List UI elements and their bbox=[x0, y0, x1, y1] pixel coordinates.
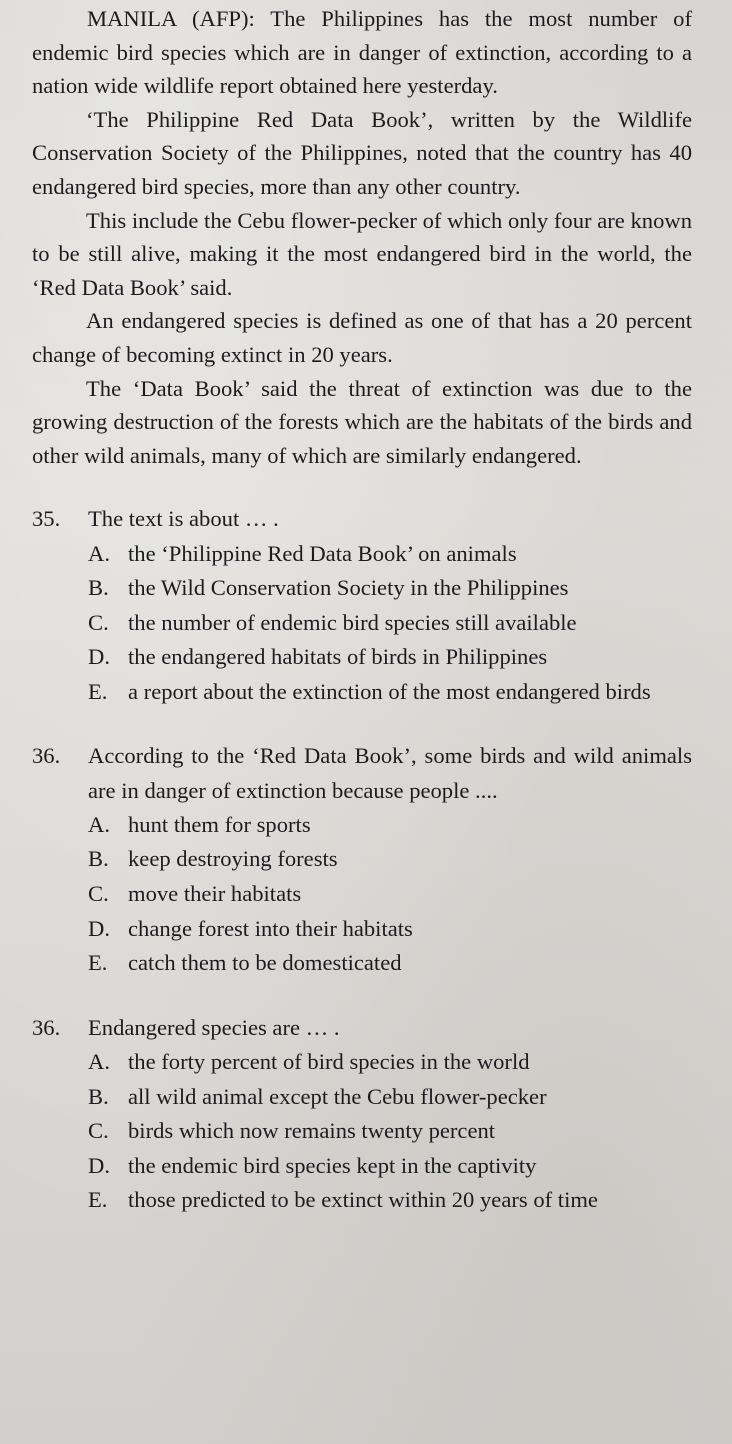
article-text bbox=[32, 2, 692, 472]
question-stem-row bbox=[32, 739, 692, 807]
answer-option[interactable] bbox=[32, 571, 692, 606]
option-letter: E. bbox=[88, 678, 108, 704]
option-text: birds which now remains twenty percent bbox=[128, 1118, 496, 1144]
option-text: the endemic bird species kept in the captivity bbox=[128, 1152, 537, 1178]
answer-option[interactable] bbox=[32, 808, 692, 843]
question-36-second bbox=[32, 1011, 692, 1218]
question-stem-row bbox=[32, 1011, 692, 1045]
question-stem: The text is about … . bbox=[88, 506, 279, 532]
article-paragraph: MANILA (AFP): The Philippines has the most number of endemic bird species which are in danger of extinction, according to a nation wide wildlife report obtained here yesterday. bbox=[32, 6, 692, 99]
option-text: a report about the extinction of the most endangered birds bbox=[128, 678, 651, 704]
option-text: the Wild Conservation Society in the Philippines bbox=[128, 575, 569, 601]
answer-option[interactable] bbox=[32, 1114, 692, 1149]
article-paragraph: ‘The Philippine Red Data Book’, written by the Wildlife Conservation Society of the Philippines, noted that the country has 40 endangered bird species, more than any other country. bbox=[32, 106, 692, 199]
article-paragraph: This include the Cebu flower-pecker of which only four are known to be still alive, making it the most endangered bird in the world, the ‘Red Data Book’ said. bbox=[32, 207, 692, 300]
option-text: keep destroying forests bbox=[128, 846, 338, 872]
answer-option[interactable] bbox=[32, 675, 692, 710]
option-text: all wild animal except the Cebu flower-pecker bbox=[128, 1083, 547, 1109]
option-text: move their habitats bbox=[128, 881, 302, 907]
question-stem: According to the ‘Red Data Book’, some birds and wild animals are in danger of extinction because people .... bbox=[88, 743, 692, 803]
option-letter: A. bbox=[88, 811, 110, 837]
answer-option[interactable] bbox=[32, 537, 692, 572]
option-letter: E. bbox=[88, 1187, 108, 1213]
option-letter: B. bbox=[88, 575, 109, 601]
answer-option[interactable] bbox=[32, 606, 692, 641]
option-text: hunt them for sports bbox=[128, 811, 311, 837]
answer-option[interactable] bbox=[32, 912, 692, 947]
question-number: 36. bbox=[32, 1014, 61, 1040]
question-stem: Endangered species are … . bbox=[88, 1014, 340, 1040]
answer-options bbox=[32, 537, 692, 710]
answer-options bbox=[32, 808, 692, 981]
answer-options bbox=[32, 1045, 692, 1218]
option-text: the forty percent of bird species in the world bbox=[128, 1049, 530, 1075]
answer-option[interactable] bbox=[32, 1149, 692, 1184]
answer-option[interactable] bbox=[32, 640, 692, 675]
answer-option[interactable] bbox=[32, 946, 692, 981]
option-letter: D. bbox=[88, 1152, 110, 1178]
answer-option[interactable] bbox=[32, 1183, 692, 1218]
option-text: catch them to be domesticated bbox=[128, 950, 402, 976]
option-letter: E. bbox=[88, 950, 108, 976]
article-paragraph: An endangered species is defined as one of that has a 20 percent change of becoming extinct in 20 years. bbox=[32, 308, 692, 367]
option-text: change forest into their habitats bbox=[128, 915, 413, 941]
option-letter: C. bbox=[88, 881, 109, 907]
article-paragraph: The ‘Data Book’ said the threat of extinction was due to the growing destruction of the forests which are the habitats of the birds and other wild animals, many of which are similarly endangered. bbox=[32, 375, 692, 468]
question-number: 36. bbox=[32, 743, 61, 769]
option-letter: C. bbox=[88, 609, 109, 635]
option-letter: C. bbox=[88, 1118, 109, 1144]
question-number: 35. bbox=[32, 506, 61, 532]
question-35 bbox=[32, 502, 692, 709]
option-letter: D. bbox=[88, 915, 110, 941]
answer-option[interactable] bbox=[32, 877, 692, 912]
option-text: those predicted to be extinct within 20 years of time bbox=[128, 1187, 598, 1213]
answer-option[interactable] bbox=[32, 842, 692, 877]
option-letter: B. bbox=[88, 1083, 109, 1109]
option-text: the number of endemic bird species still available bbox=[128, 609, 577, 635]
question-stem-row bbox=[32, 502, 692, 536]
option-text: the endangered habitats of birds in Philippines bbox=[128, 644, 548, 670]
answer-option[interactable] bbox=[32, 1045, 692, 1080]
option-letter: A. bbox=[88, 1049, 110, 1075]
option-text: the ‘Philippine Red Data Book’ on animals bbox=[128, 540, 517, 566]
option-letter: D. bbox=[88, 644, 110, 670]
option-letter: B. bbox=[88, 846, 109, 872]
question-36 bbox=[32, 739, 692, 980]
answer-option[interactable] bbox=[32, 1080, 692, 1115]
option-letter: A. bbox=[88, 540, 110, 566]
